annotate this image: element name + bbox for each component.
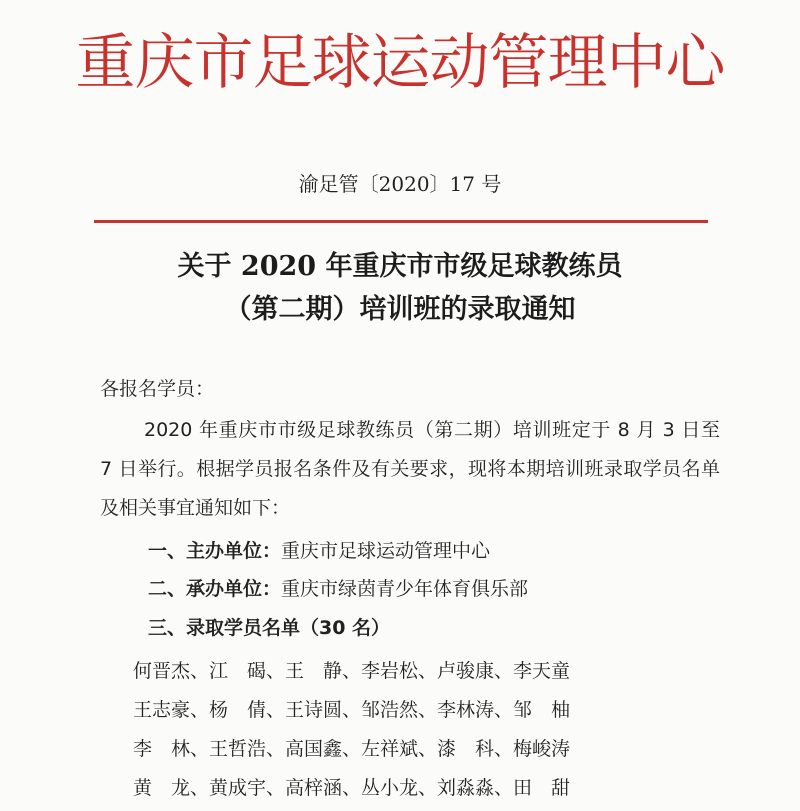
name-row: 何晋杰、江 碣、王 静、李岩松、卢骏康、李天童	[133, 660, 571, 682]
host-item	[148, 574, 528, 601]
host-value: 重庆市绿茵青少年体育俱乐部	[281, 578, 529, 600]
notice-title-line-1: 关于 2020 年重庆市市级足球教练员	[177, 251, 623, 282]
student-name-list	[133, 652, 673, 808]
admitted-list-heading	[148, 613, 390, 640]
org-header: 重庆市足球运动管理中心	[75, 28, 725, 98]
organizer-value: 重庆市足球运动管理中心	[281, 540, 491, 562]
name-row: 王志豪、杨 倩、王诗圆、邹浩然、李林涛、邹 柚	[133, 699, 571, 721]
admitted-list-label: 三、录取学员名单（30 名）	[148, 617, 391, 639]
red-divider	[94, 220, 708, 223]
name-row: 李 林、王哲浩、高国鑫、左祥斌、漆 科、梅峻涛	[133, 738, 571, 760]
salutation: 各报名学员：	[100, 378, 215, 400]
organizer-item	[148, 536, 490, 563]
document-number: 渝足管〔2020〕17 号	[298, 172, 502, 196]
intro-paragraph: 2020 年重庆市市级足球教练员（第二期）培训班定于 8 月 3 日至 7 日举行。根据学员报名条件及有关要求，现将本期培训班录取学员名单及相关事宜通知如下：	[100, 419, 720, 519]
notice-title-line-2: （第二期）培训班的录取通知	[224, 294, 576, 325]
host-label: 二、承办单位：	[148, 578, 282, 600]
name-row: 黄 龙、黄成宇、高梓涵、丛小龙、刘淼淼、田 甜	[133, 777, 571, 799]
organizer-label: 一、主办单位：	[148, 540, 282, 562]
